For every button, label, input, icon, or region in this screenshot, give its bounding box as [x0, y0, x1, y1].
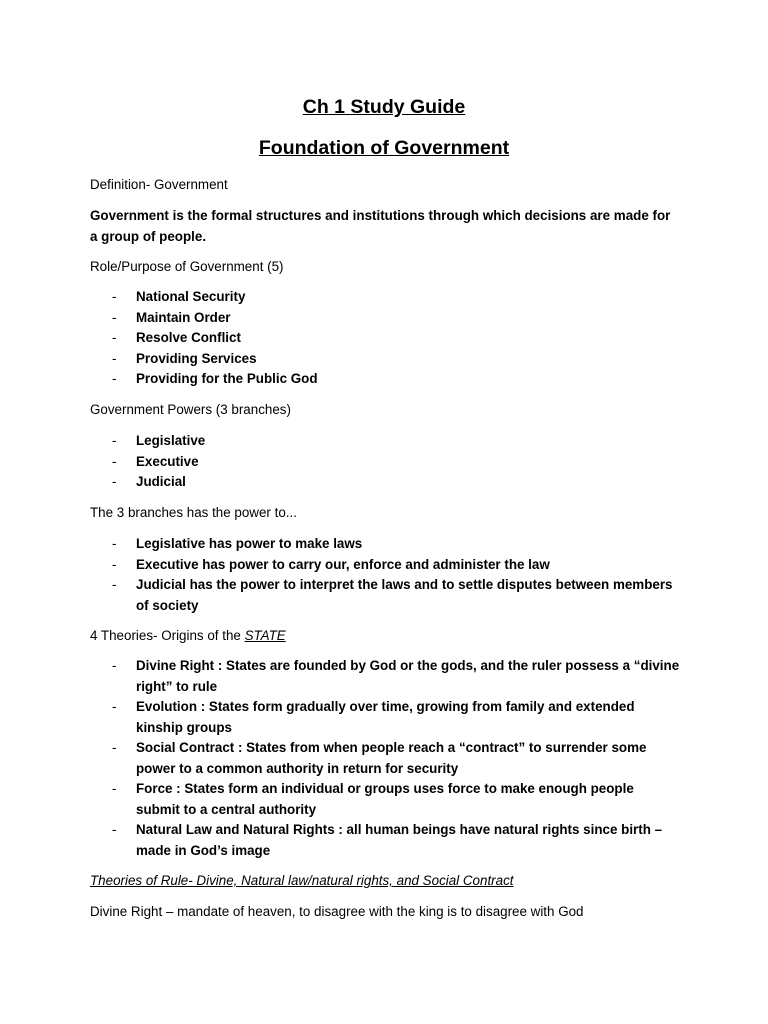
list-item: [90, 656, 680, 697]
roles-list: [90, 287, 680, 390]
branch-power-item: Judicial has the power to interpret the laws and to settle disputes between members of society: [136, 577, 673, 613]
theories-heading-prefix: 4 Theories- Origins of the: [90, 628, 245, 643]
branches-list: [90, 431, 680, 493]
dash-bullet: -: [112, 474, 117, 489]
list-item: [90, 452, 680, 473]
list-item: [90, 697, 680, 738]
definition-heading: Definition- Government: [90, 177, 228, 192]
list-item: [90, 820, 680, 861]
dash-bullet: -: [112, 822, 117, 837]
list-item: [90, 575, 680, 616]
dash-bullet: -: [112, 577, 117, 592]
theories-list: [90, 656, 680, 861]
dash-bullet: -: [112, 781, 117, 796]
branch-item: Judicial: [136, 474, 186, 489]
branch-item: Legislative: [136, 433, 206, 448]
branch-power-item: Legislative has power to make laws: [136, 536, 363, 551]
page-title: Ch 1 Study Guide: [302, 96, 466, 118]
dash-bullet: -: [112, 699, 117, 714]
theory-item: Evolution : States form gradually over time, growing from family and extended kinship groups: [136, 699, 635, 735]
role-item: Providing for the Public God: [136, 371, 318, 386]
list-item: [90, 534, 680, 555]
theories-of-rule: Theories of Rule- Divine, Natural law/natural rights, and Social Contract: [90, 873, 514, 888]
page-subtitle: Foundation of Government: [258, 137, 510, 159]
dash-bullet: -: [112, 350, 117, 366]
dash-bullet: -: [112, 556, 117, 572]
list-item: [90, 779, 680, 820]
role-item: National Security: [136, 289, 246, 304]
list-item: [90, 349, 680, 370]
divine-right-note: Divine Right – mandate of heaven, to disagree with the king is to disagree with God: [90, 904, 584, 919]
dash-bullet: -: [112, 371, 117, 386]
dash-bullet: -: [112, 658, 117, 673]
list-item: [90, 328, 680, 349]
branch-powers-list: [90, 534, 680, 616]
dash-bullet: -: [112, 309, 117, 325]
theory-item: Force : States form an individual or groups uses force to make enough people submit to a central authority: [136, 781, 634, 817]
role-item: Providing Services: [136, 350, 257, 366]
role-item: Resolve Conflict: [136, 330, 241, 345]
branch-item: Executive: [136, 453, 199, 469]
list-item: [90, 472, 680, 493]
theory-item: Natural Law and Natural Rights : all human beings have natural rights since birth – made in God’s image: [136, 822, 663, 858]
theory-item: Social Contract : States from when people reach a “contract” to surrender some power to a common authority in return for security: [136, 740, 647, 776]
theory-item: Divine Right : States are founded by God or the gods, and the ruler possess a “divine right” to rule: [136, 658, 680, 694]
role-item: Maintain Order: [136, 309, 231, 325]
list-item: [90, 369, 680, 390]
theories-heading: [90, 626, 680, 647]
dash-bullet: -: [112, 433, 117, 448]
branch-power-item: Executive has power to carry our, enforce and administer the law: [136, 556, 550, 572]
dash-bullet: -: [112, 740, 117, 755]
list-item: [90, 738, 680, 779]
dash-bullet: -: [112, 330, 117, 345]
powers-heading: Government Powers (3 branches): [90, 402, 291, 417]
list-item: [90, 308, 680, 329]
list-item: [90, 287, 680, 308]
dash-bullet: -: [112, 536, 117, 551]
definition-text: Government is the formal structures and institutions through which decisions are made for a group of people.: [90, 208, 671, 244]
roles-heading: Role/Purpose of Government (5): [90, 259, 284, 274]
theories-heading-emphasis: STATE: [244, 628, 286, 643]
dash-bullet: -: [112, 453, 117, 469]
list-item: [90, 555, 680, 576]
branch-powers-heading: The 3 branches has the power to...: [90, 505, 297, 520]
list-item: [90, 431, 680, 452]
dash-bullet: -: [112, 289, 117, 304]
